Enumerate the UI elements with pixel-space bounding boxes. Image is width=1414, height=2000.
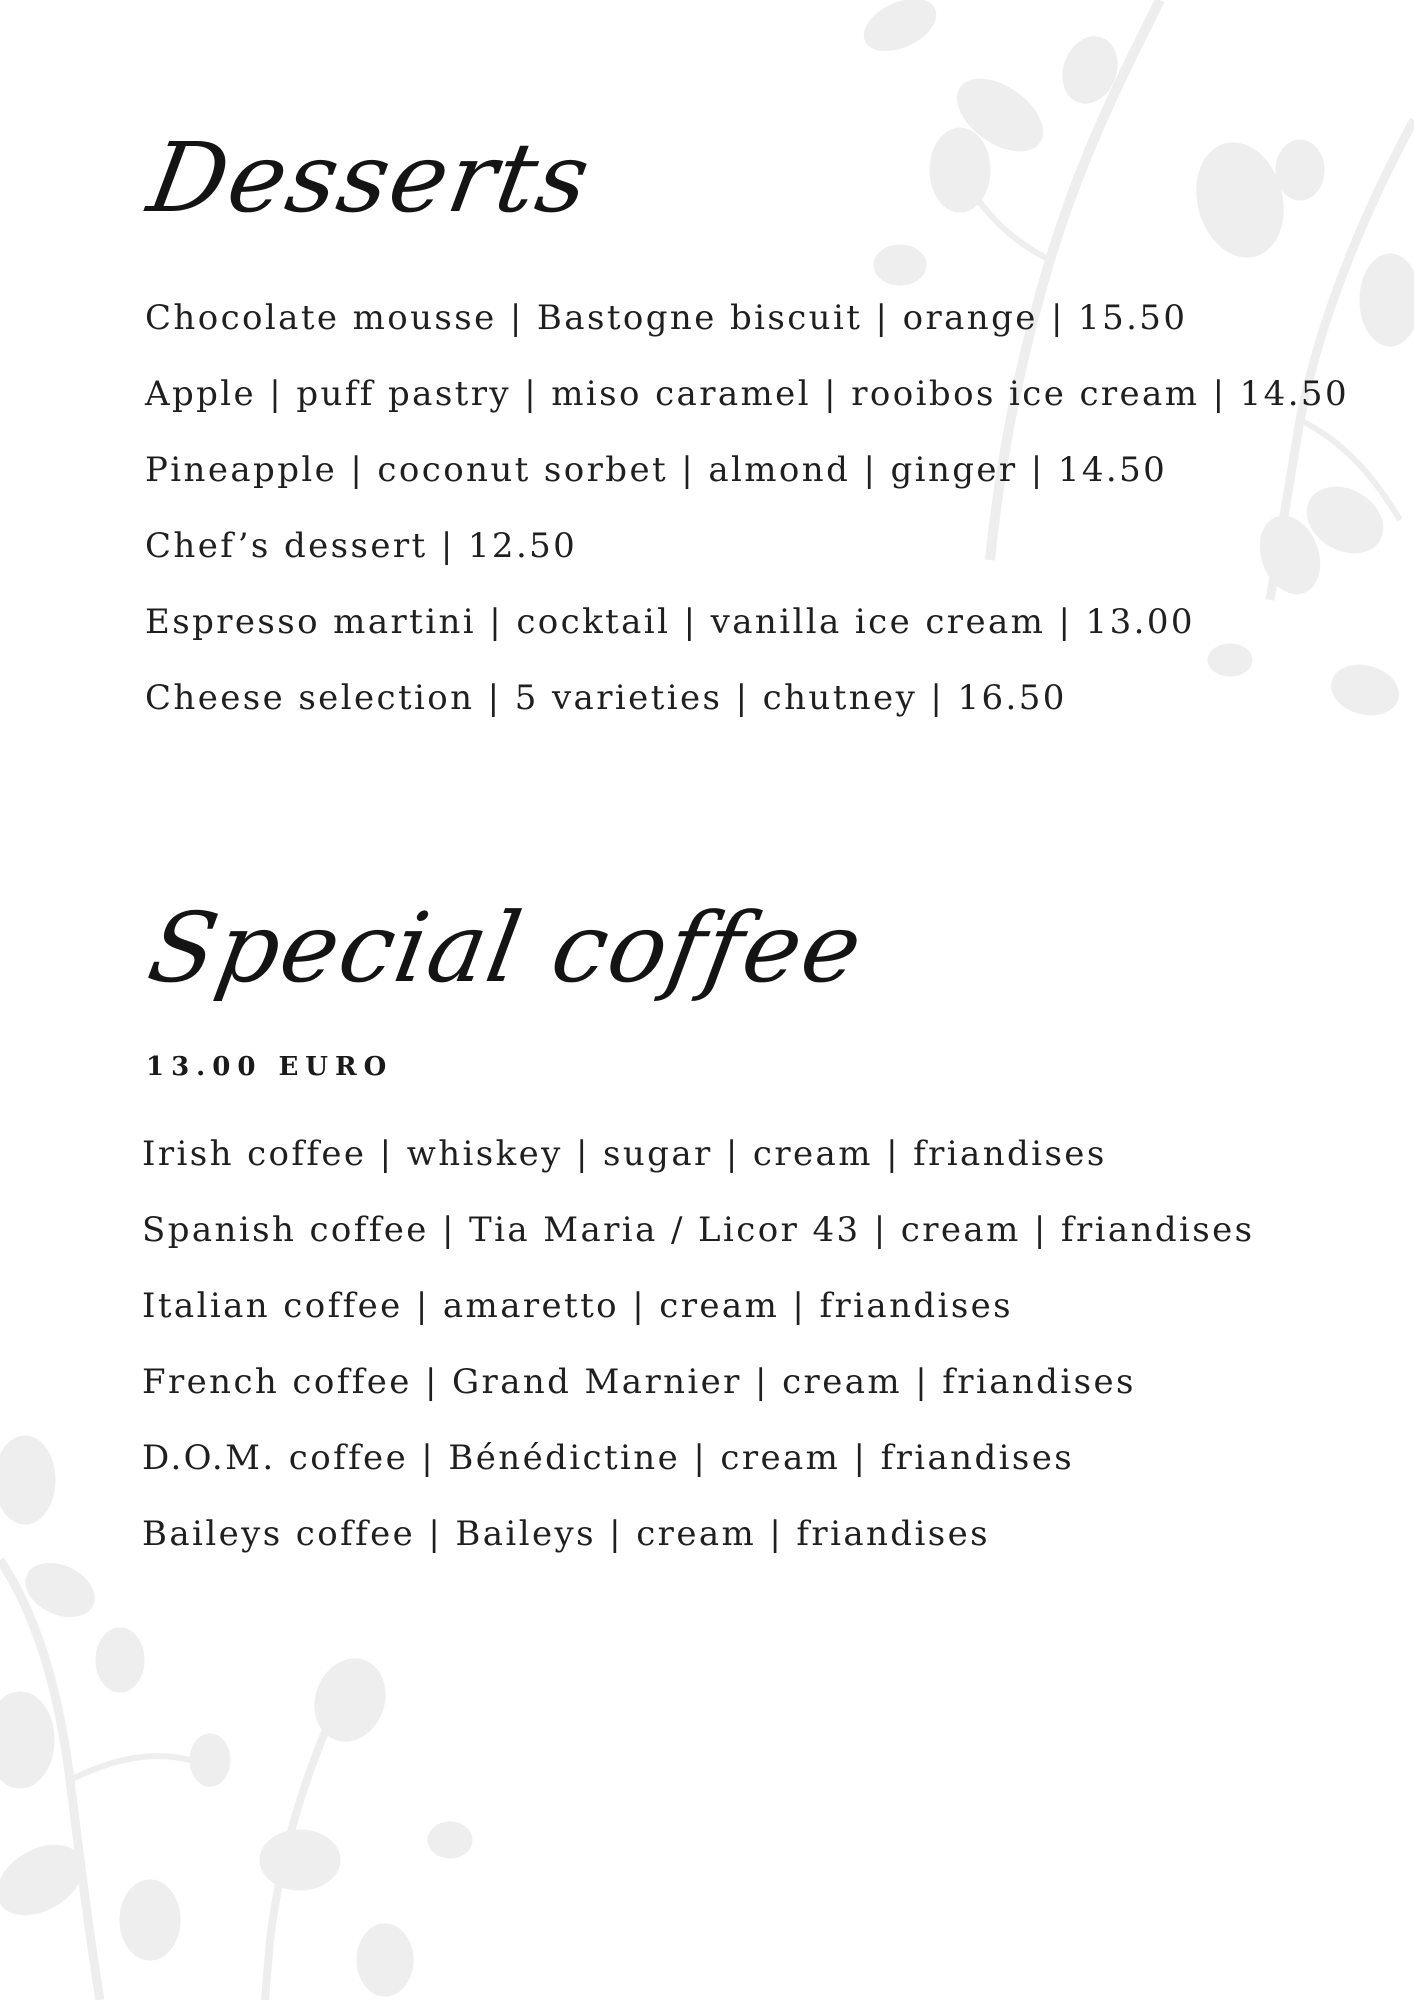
dessert-item: Espresso martini | cocktail | vanilla ice cream | 13.00 (145, 602, 1195, 642)
dessert-item: Pineapple | coconut sorbet | almond | ginger | 14.50 (145, 450, 1168, 490)
desserts-list (145, 290, 1349, 746)
coffee-item: D.O.M. coffee | Bénédictine | cream | friandises (142, 1438, 1075, 1478)
desserts-heading: Desserts (140, 122, 600, 234)
coffee-item: French coffee | Grand Marnier | cream | friandises (142, 1362, 1136, 1402)
coffee-item: Irish coffee | whiskey | sugar | cream | friandises (142, 1134, 1107, 1174)
dessert-item: Cheese selection | 5 varieties | chutney | 16.50 (145, 678, 1067, 718)
dessert-item: Apple | puff pastry | miso caramel | rooibos ice cream | 14.50 (145, 374, 1349, 414)
dessert-item: Chef’s dessert | 12.50 (145, 526, 578, 566)
special-coffee-price: 13.00 EURO (146, 1052, 394, 1082)
special-coffee-list (142, 1126, 1255, 1582)
coffee-item: Spanish coffee | Tia Maria / Licor 43 | cream | friandises (142, 1210, 1255, 1250)
coffee-item: Baileys coffee | Baileys | cream | friandises (142, 1514, 990, 1554)
dessert-item: Chocolate mousse | Bastogne biscuit | orange | 15.50 (145, 298, 1188, 338)
special-coffee-heading: Special coffee (140, 892, 872, 1004)
coffee-item: Italian coffee | amaretto | cream | friandises (142, 1286, 1014, 1326)
